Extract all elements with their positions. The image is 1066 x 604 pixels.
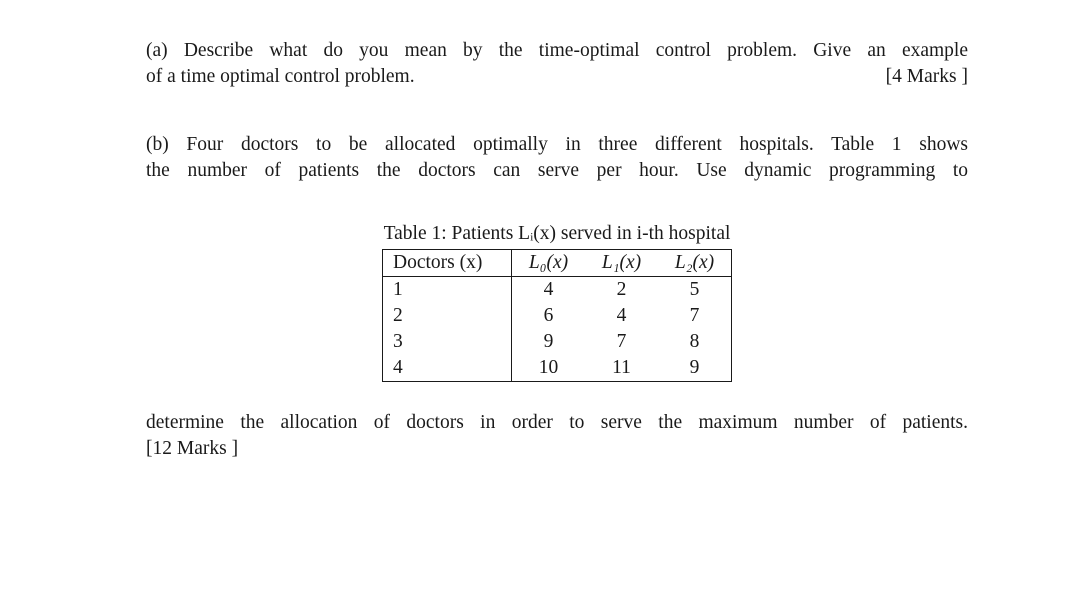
part-a-line-1: (a) Describe what do you mean by the time-optimal control problem. Give an example bbox=[146, 40, 968, 61]
table-row bbox=[383, 303, 732, 329]
question-part-b bbox=[146, 132, 968, 184]
table-row bbox=[383, 355, 732, 382]
cell-doctors: 1 bbox=[383, 277, 512, 304]
cell-l1: 7 bbox=[616, 331, 627, 352]
header-l2: L₂(x) bbox=[658, 250, 732, 277]
cell-l2: 8 bbox=[689, 331, 700, 352]
table-caption: Table 1: Patients Lᵢ(x) served in i-th hospital bbox=[383, 223, 731, 244]
patients-table bbox=[382, 249, 732, 382]
cell-l0: 4 bbox=[543, 279, 554, 300]
cell-doctors: 3 bbox=[383, 329, 512, 355]
part-b-line-1: (b) Four doctors to be allocated optimally in three different hospitals. Table 1 shows bbox=[146, 134, 968, 155]
header-l0: L₀(x) bbox=[512, 250, 586, 277]
cell-l2: 5 bbox=[689, 279, 700, 300]
part-a-line-2-text: of a time optimal control problem. bbox=[146, 66, 415, 87]
cell-l0: 6 bbox=[543, 305, 554, 326]
part-b-marks: [12 Marks ] bbox=[146, 438, 239, 459]
cell-l2: 7 bbox=[689, 305, 700, 326]
part-b-continuation-line-1: determine the allocation of doctors in order to serve the maximum number of patients. bbox=[146, 412, 968, 433]
question-part-b-continuation bbox=[146, 410, 968, 462]
table-row bbox=[383, 329, 732, 355]
cell-l0: 10 bbox=[538, 357, 559, 378]
table-row bbox=[383, 277, 732, 304]
part-b-line-2: the number of patients the doctors can serve per hour. Use dynamic programming to bbox=[146, 160, 968, 181]
cell-l1: 2 bbox=[616, 279, 627, 300]
header-doctors: Doctors (x) bbox=[383, 250, 512, 277]
cell-l1: 4 bbox=[616, 305, 627, 326]
cell-l1: 11 bbox=[612, 357, 631, 378]
cell-doctors: 4 bbox=[383, 355, 512, 382]
table-header-row bbox=[383, 250, 732, 277]
cell-l2: 9 bbox=[689, 357, 700, 378]
cell-doctors: 2 bbox=[383, 303, 512, 329]
question-part-a bbox=[146, 38, 968, 90]
part-a-marks: [4 Marks ] bbox=[885, 66, 968, 87]
header-l1: L₁(x) bbox=[585, 250, 658, 277]
part-a-line-2 bbox=[146, 64, 968, 90]
cell-l0: 9 bbox=[543, 331, 554, 352]
